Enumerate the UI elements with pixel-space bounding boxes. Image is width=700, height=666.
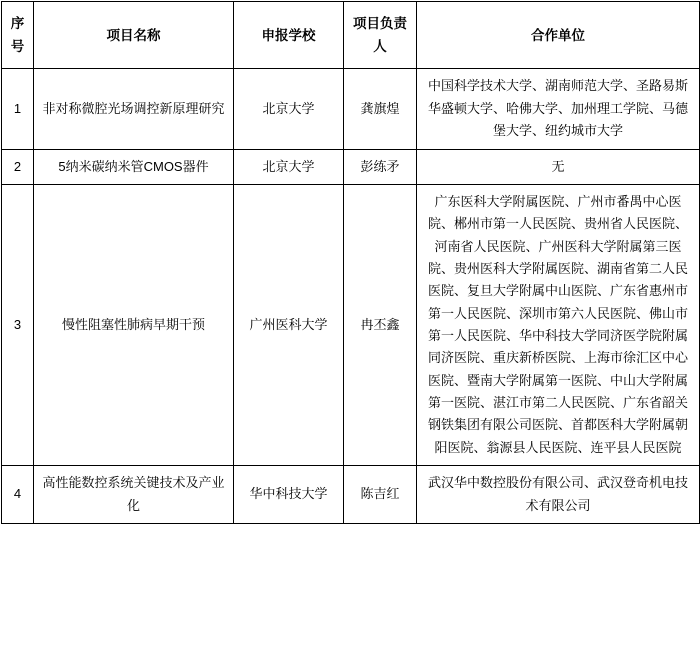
- table-row: [2, 69, 700, 149]
- cell-leader: 彭练矛: [344, 149, 417, 184]
- cell-partner: 武汉华中数控股份有限公司、武汉登奇机电技术有限公司: [417, 466, 700, 524]
- cell-school: 北京大学: [234, 69, 344, 149]
- cell-leader: 冉丕鑫: [344, 184, 417, 465]
- table-row: [2, 466, 700, 524]
- cell-school: 华中科技大学: [234, 466, 344, 524]
- cell-school: 北京大学: [234, 149, 344, 184]
- cell-project-name: 高性能数控系统关键技术及产业化: [34, 466, 234, 524]
- cell-partner: 中国科学技术大学、湖南师范大学、圣路易斯华盛顿大学、哈佛大学、加州理工学院、马德堡大学、纽约城市大学: [417, 69, 700, 149]
- table-header: [2, 2, 700, 69]
- column-header-seq: 序号: [2, 2, 34, 69]
- cell-leader: 龚旗煌: [344, 69, 417, 149]
- projects-table: [1, 1, 700, 524]
- column-header-partner: 合作单位: [417, 2, 700, 69]
- cell-seq: 2: [2, 149, 34, 184]
- table-header-row: [2, 2, 700, 69]
- cell-project-name: 5纳米碳纳米管CMOS器件: [34, 149, 234, 184]
- table-row: [2, 149, 700, 184]
- cell-leader: 陈吉红: [344, 466, 417, 524]
- cell-school: 广州医科大学: [234, 184, 344, 465]
- cell-partner: 广东医科大学附属医院、广州市番禺中心医院、郴州市第一人民医院、贵州省人民医院、河南省人民医院、广州医科大学附属第三医院、贵州医科大学附属医院、湖南省第二人民医院、复旦大学附属中山医院、广东省惠州市第一人民医院、深圳市第六人民医院、佛山市第一人民医院、华中科技大学同济医学院附属同济医院、重庆新桥医院、上海市徐汇区中心医院、暨南大学附属第一医院、中山大学附属第一医院、湛江市第二人民医院、广东省韶关钢铁集团有限公司医院、首都医科大学附属朝阳医院、翁源县人民医院、连平县人民医院: [417, 184, 700, 465]
- table-row: [2, 184, 700, 465]
- cell-project-name: 非对称微腔光场调控新原理研究: [34, 69, 234, 149]
- cell-partner: 无: [417, 149, 700, 184]
- cell-seq: 4: [2, 466, 34, 524]
- cell-project-name: 慢性阻塞性肺病早期干预: [34, 184, 234, 465]
- cell-seq: 1: [2, 69, 34, 149]
- column-header-school: 申报学校: [234, 2, 344, 69]
- column-header-name: 项目名称: [34, 2, 234, 69]
- table-body: [2, 69, 700, 523]
- column-header-leader: 项目负责人: [344, 2, 417, 69]
- cell-seq: 3: [2, 184, 34, 465]
